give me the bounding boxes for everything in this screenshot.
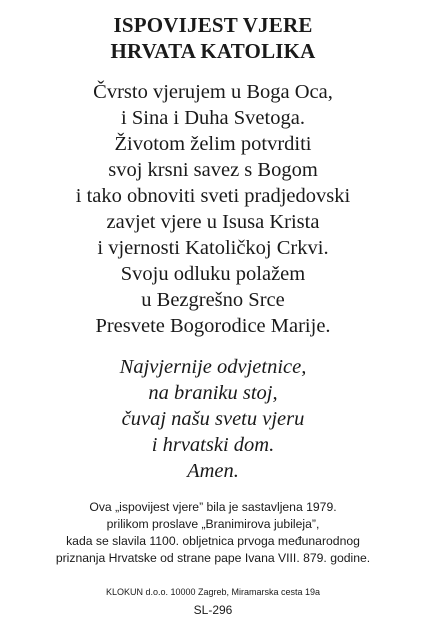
note-line: priznanja Hrvatske od strane pape Ivana VIII. 879. godine. <box>55 551 371 565</box>
creed-line: u Bezgrešno Srce <box>141 289 285 311</box>
product-code: SL-296 <box>193 603 233 617</box>
note-line: kada se slavila 1100. obljetnica prvoga međunarodnog <box>66 534 360 548</box>
note-line: Ova „ispovijest vjere” bila je sastavljena 1979. <box>89 500 337 514</box>
prayer-line: Amen. <box>187 460 239 482</box>
title-line-2: HRVATA KATOLIKA <box>110 39 316 63</box>
card-title <box>0 12 426 64</box>
creed-line: i Sina i Duha Svetoga. <box>121 107 305 129</box>
prayer-line: na braniku stoj, <box>148 382 278 404</box>
prayer-line: Najvjernije odvjetnice, <box>119 356 307 378</box>
creed-line: Svoju odluku polažem <box>120 263 306 285</box>
prayer-line: čuvaj našu svetu vjeru <box>121 408 305 430</box>
publisher-info: KLOKUN d.o.o. 10000 Zagreb, Miramarska cesta 19a <box>105 587 321 597</box>
creed-line: zavjet vjere u Isusa Krista <box>106 211 320 233</box>
creed-line: i tako obnoviti sveti pradjedovski <box>75 185 351 207</box>
historical-note <box>0 499 426 567</box>
title-line-1: ISPOVIJEST VJERE <box>113 13 313 37</box>
creed-line: i vjernosti Katoličkoj Crkvi. <box>97 237 329 259</box>
creed-text <box>0 79 426 339</box>
note-line: prilikom proslave „Branimirova jubileja”, <box>106 517 320 531</box>
creed-line: Životom želim potvrditi <box>114 133 312 155</box>
prayer-text <box>0 354 426 484</box>
creed-line: svoj krsni savez s Bogom <box>108 159 318 181</box>
creed-line: Čvrsto vjerujem u Boga Oca, <box>93 81 333 103</box>
creed-line: Presvete Bogorodice Marije. <box>95 315 331 337</box>
prayer-line: i hrvatski dom. <box>151 434 275 456</box>
